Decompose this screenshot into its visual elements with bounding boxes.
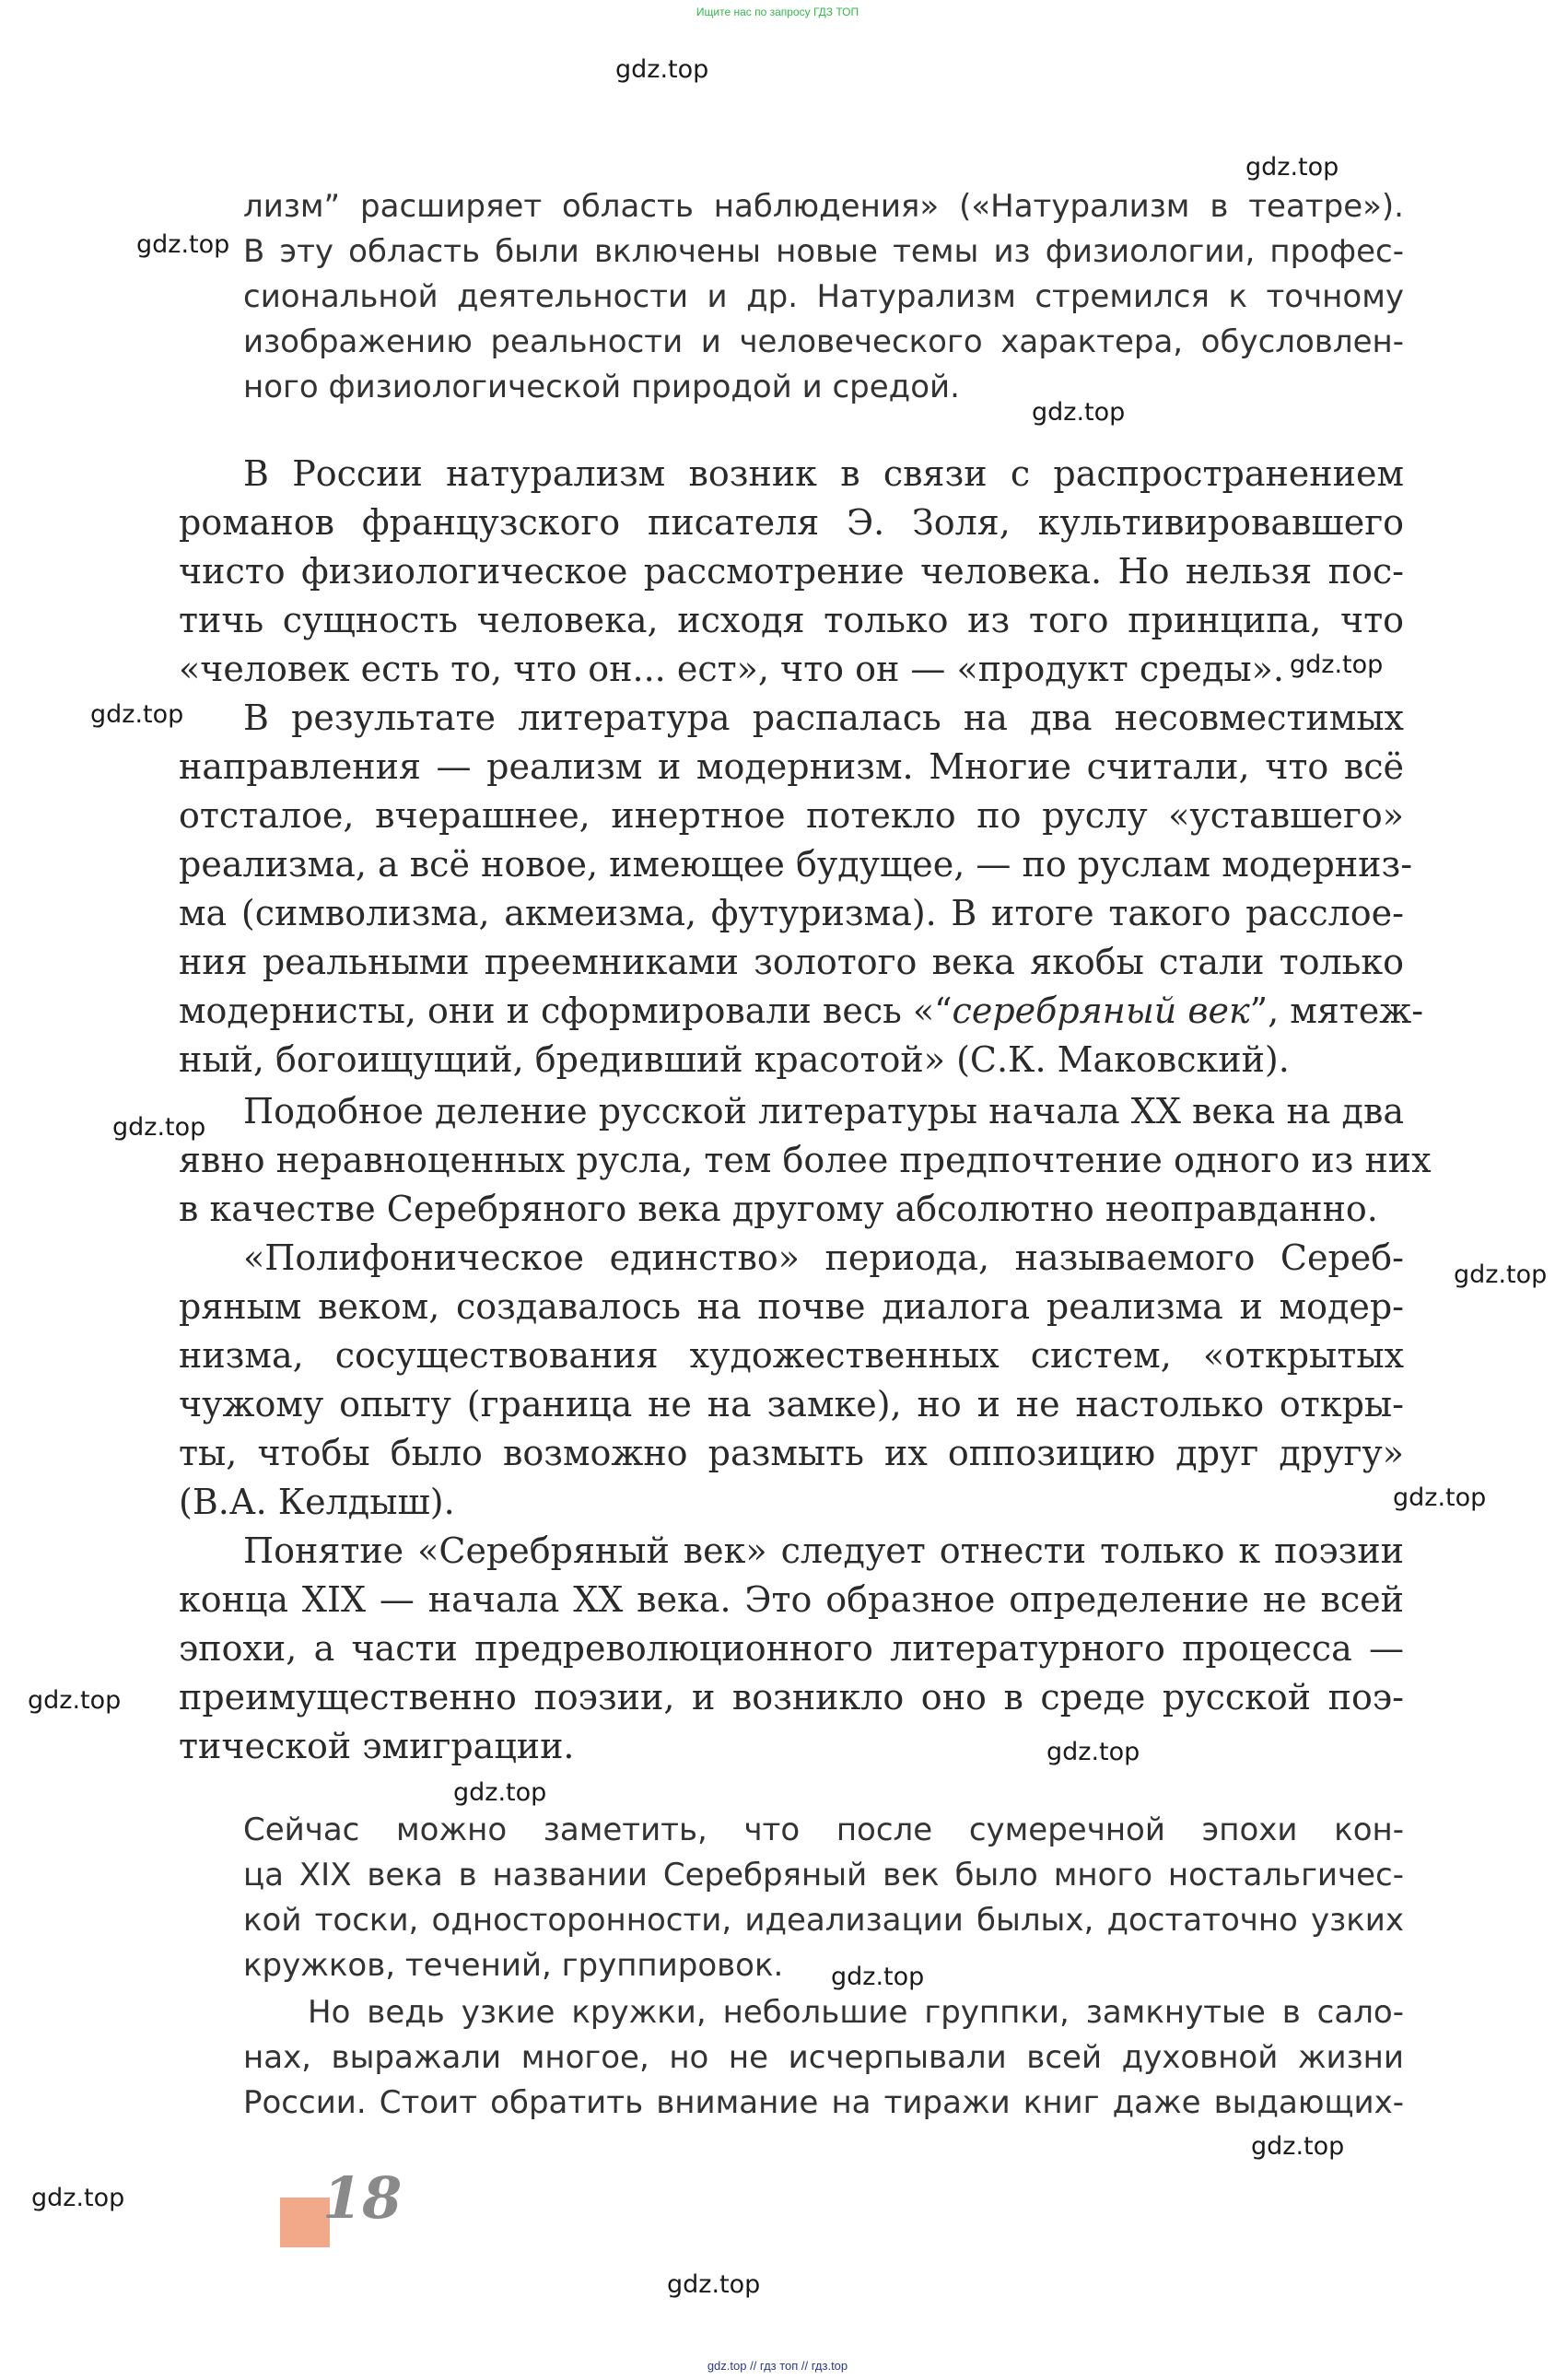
text-line: конца XIX — начала XX века. Это образное определение не всей bbox=[179, 1579, 1404, 1620]
watermark: gdz.top bbox=[136, 230, 230, 259]
text-line: В результате литература распалась на два несовместимых bbox=[243, 698, 1404, 738]
text-line: (В.А. Келдыш). bbox=[179, 1482, 455, 1522]
text-line: эпохи, а части предреволюционного литературного процесса — bbox=[179, 1628, 1404, 1669]
text-line: низма, сосуществования художественных систем, «открытых bbox=[179, 1335, 1404, 1376]
text-line: в качестве Серебряного века другому абсолютно неоправданно. bbox=[179, 1189, 1378, 1229]
watermark: gdz.top bbox=[28, 1686, 122, 1715]
footer-links: gdz.top // гдз топ // гдз.top bbox=[707, 2359, 848, 2373]
watermark: gdz.top bbox=[615, 55, 709, 84]
watermark: gdz.top bbox=[112, 1113, 206, 1142]
text-line: В России натурализм возник в связи с распространением bbox=[243, 453, 1404, 494]
text-line: «Полифоническое единство» периода, называемого Сереб- bbox=[243, 1237, 1404, 1278]
watermark: gdz.top bbox=[1245, 153, 1339, 182]
watermark: gdz.top bbox=[1046, 1738, 1140, 1766]
watermark: gdz.top bbox=[831, 1963, 925, 1991]
paragraph-silver-age-division bbox=[179, 1087, 1432, 1771]
top-banner: Ищите нас по запросу ГДЗ ТОП bbox=[696, 6, 859, 18]
text-line: чужому опыту (граница не на замке), но и не настолько откры- bbox=[179, 1384, 1404, 1424]
text-line: реализма, а всё новое, имеющее будущее, — по руслам модерниз- bbox=[179, 844, 1413, 885]
text-line: Но ведь узкие кружки, небольшие группки, замкнутые в сало- bbox=[308, 1994, 1404, 2031]
watermark: gdz.top bbox=[453, 1778, 547, 1807]
text-line: ния реальными преемниками золотого века якобы стали только bbox=[179, 942, 1404, 982]
text-line-silver-age bbox=[179, 987, 1424, 1036]
text-line: ряным веком, создавалось на почве диалога реализма и модер- bbox=[179, 1286, 1404, 1327]
text-line: кой тоски, односторонности, идеализации былых, достаточно узких bbox=[243, 1902, 1404, 1939]
text-line: Понятие «Серебряный век» следует отнести только к поэзии bbox=[243, 1530, 1404, 1571]
text-fragment: ”, мятеж- bbox=[1249, 991, 1424, 1031]
text-line: ты, чтобы было возможно размыть их оппозицию друг другу» bbox=[179, 1433, 1404, 1473]
text-line: чисто физиологическое рассмотрение человека. Но нельзя пос- bbox=[179, 551, 1404, 592]
text-line: явно неравноценных русла, тем более предпочтение одного из них bbox=[179, 1140, 1432, 1180]
italic-term: серебряный век bbox=[952, 991, 1250, 1031]
text-fragment: модернисты, они и сформировали весь «“ bbox=[179, 991, 953, 1031]
paragraph-circles bbox=[243, 1990, 1404, 2126]
text-line: тичь сущность человека, исходя только из того принципа, что bbox=[179, 600, 1404, 640]
text-line: Подобное деление русской литературы начала XX века на два bbox=[243, 1091, 1404, 1131]
paragraph-naturalism-intro bbox=[243, 184, 1404, 410]
watermark: gdz.top bbox=[1290, 651, 1384, 679]
text-line: Сейчас можно заметить, что после сумеречной эпохи кон- bbox=[243, 1811, 1404, 1848]
text-line: России. Стоит обратить внимание на тиражи книг даже выдающих- bbox=[243, 2084, 1404, 2121]
watermark: gdz.top bbox=[1251, 2132, 1345, 2161]
paragraph-russia-naturalism bbox=[179, 450, 1424, 1084]
text-line: направления — реализм и модернизм. Многие считали, что всё bbox=[179, 746, 1404, 787]
text-line: ный, богоищущий, бредивший красотой» (С.К. Маковский). bbox=[179, 1039, 1290, 1080]
text-line: кружков, течений, группировок. bbox=[243, 1947, 784, 1984]
watermark: gdz.top bbox=[1454, 1260, 1548, 1289]
text-line: ца XIX века в названии Серебряный век было много ностальгичес- bbox=[243, 1857, 1404, 1893]
text-line: лизм” расширяет область наблюдения» («Натурализм в театре»). bbox=[243, 188, 1404, 225]
watermark: gdz.top bbox=[1032, 398, 1126, 427]
text-line: сиональной деятельности и др. Натурализм стремился к точному bbox=[243, 278, 1404, 315]
text-line: «человек есть то, что он... ест», что он — «продукт среды». bbox=[179, 649, 1284, 689]
text-line: преимущественно поэзии, и возникло оно в среде русской поэ- bbox=[179, 1677, 1404, 1718]
watermark: gdz.top bbox=[667, 2270, 761, 2299]
watermark: gdz.top bbox=[31, 2184, 125, 2212]
text-line: В эту область были включены новые темы из физиологии, профес- bbox=[243, 233, 1404, 270]
text-line: нах, выражали многое, но не исчерпывали всей духовной жизни bbox=[243, 2039, 1404, 2076]
text-line: тической эмиграции. bbox=[179, 1726, 575, 1766]
page-number: 18 bbox=[322, 2164, 403, 2232]
text-line: ма (символизма, акмеизма, футуризма). В итоге такого расслое- bbox=[179, 893, 1404, 933]
text-line: ного физиологической природой и средой. bbox=[243, 369, 960, 405]
text-line: изображению реальности и человеческого характера, обусловлен- bbox=[243, 323, 1404, 360]
text-line: романов французского писателя Э. Золя, культивировавшего bbox=[179, 502, 1404, 543]
text-line: отсталое, вчерашнее, инертное потекло по руслу «уставшего» bbox=[179, 795, 1404, 836]
watermark: gdz.top bbox=[90, 700, 184, 729]
paragraph-nostalgia bbox=[243, 1808, 1404, 1988]
watermark: gdz.top bbox=[1393, 1483, 1487, 1512]
